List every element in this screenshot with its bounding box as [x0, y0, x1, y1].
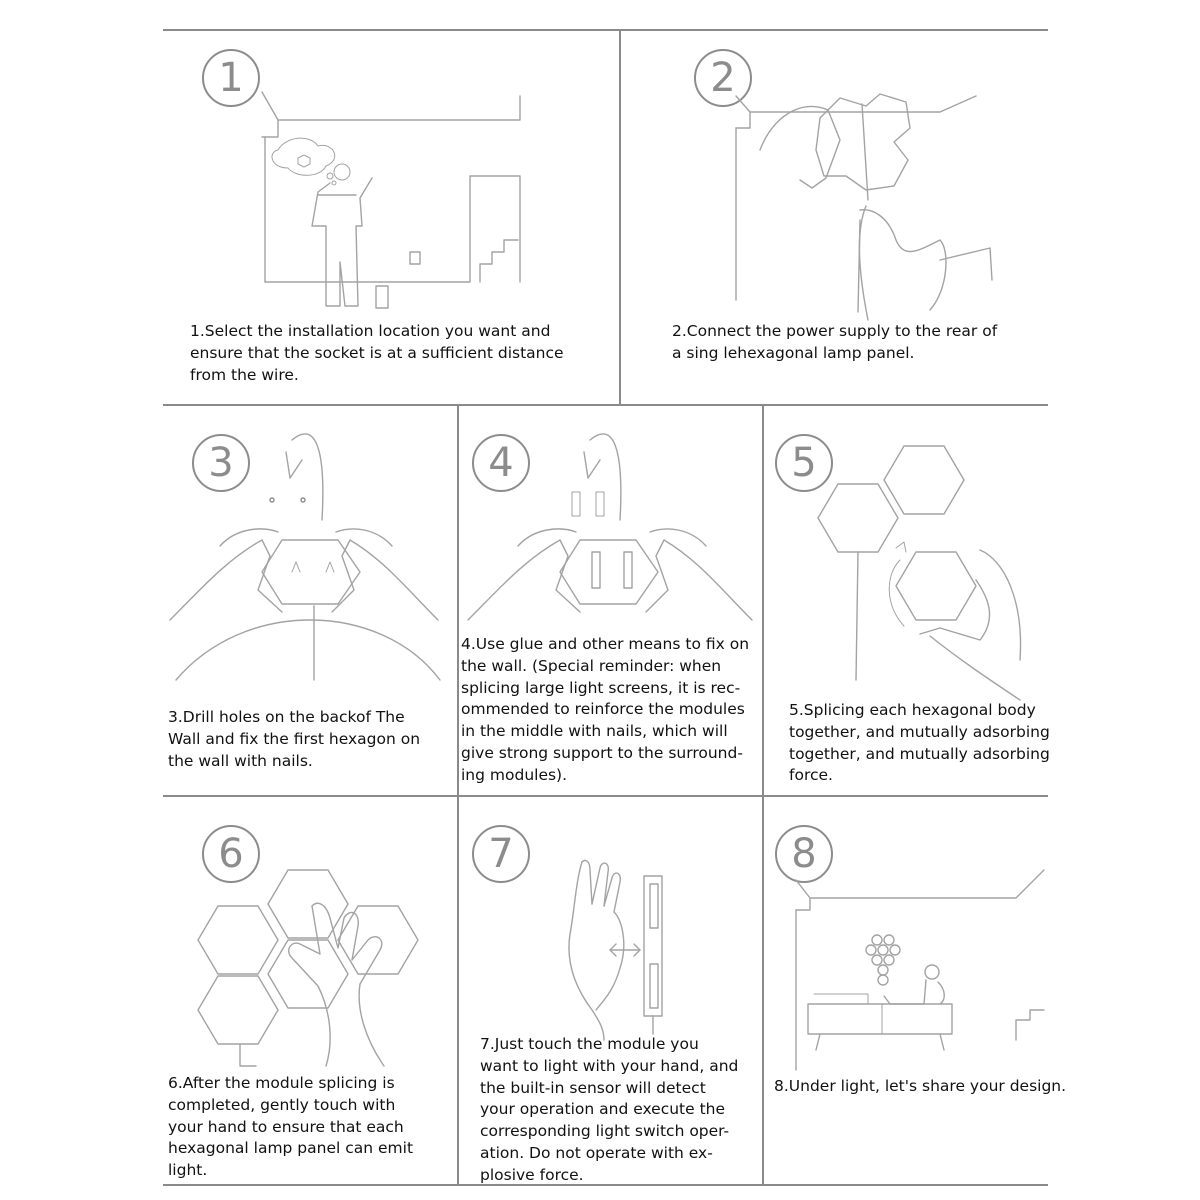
step-number-badge: 4 [472, 434, 530, 492]
step-number-badge: 5 [775, 434, 833, 492]
step-caption: 1.Select the installation location you want and ensure that the socket is at a sufficient distance from the wire. [190, 322, 564, 384]
step-caption: 5.Splicing each hexagonal body together, and mutually adsorbing together, and mutually adsorbing force. [789, 701, 1050, 785]
step-number-badge: 2 [694, 49, 752, 107]
step-caption: 3.Drill holes on the backof The Wall and fix the first hexagon on the wall with nails. [168, 708, 421, 770]
step-number-badge: 6 [202, 825, 260, 883]
step-number-badge: 1 [202, 49, 260, 107]
step-number-badge: 3 [192, 434, 250, 492]
step-caption: 4.Use glue and other means to fix on the wall. (Special reminder: when splicing large light screens, it is rec- ommended to reinforce the modules in the middle with nails, which will give strong support to the surround- ing modules). [461, 635, 750, 784]
step-caption: 2.Connect the power supply to the rear of a sing lehexagonal lamp panel. [672, 322, 998, 362]
step-caption: 6.After the module splicing is completed, gently touch with your hand to ensure that each hexagonal lamp panel can emit light. [168, 1074, 414, 1180]
step-number-badge: 8 [775, 825, 833, 883]
step-caption: 8.Under light, let's share your design. [774, 1077, 1067, 1095]
step-caption: 7.Just touch the module you want to light with your hand, and the built-in sensor will detect your operation and execute the corresponding light switch oper- ation. Do not operate with ex- plosive force. [480, 1035, 739, 1184]
step-number-badge: 7 [472, 825, 530, 883]
